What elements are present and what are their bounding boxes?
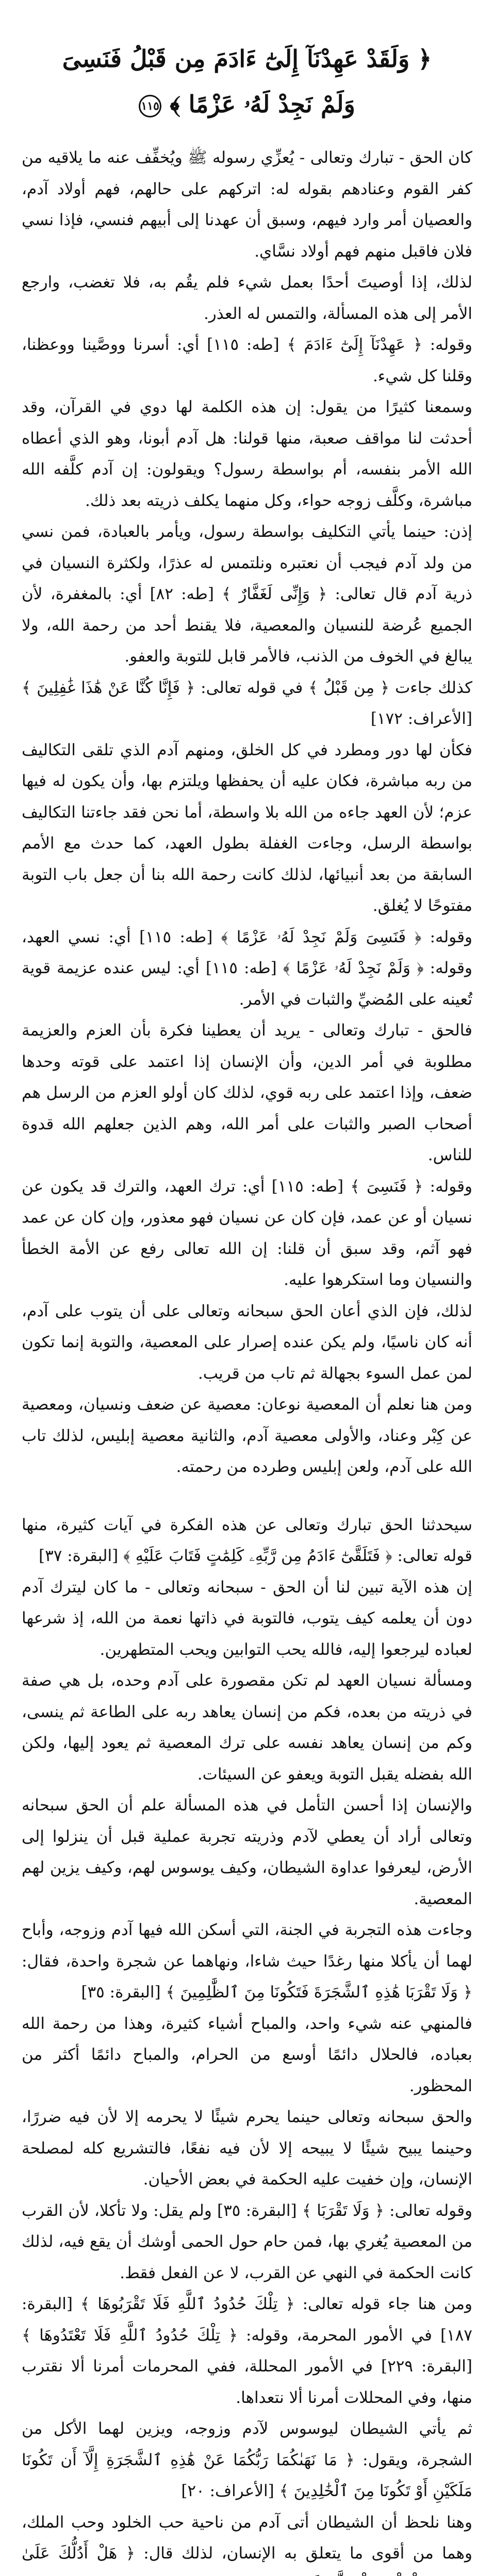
paragraph: إن هذه الآية تبين لنا أن الحق - سبحانه وتعالى - ما كان ليترك آدم دون أن يعلمه كيف يتوب، فالتوبة في ذاتها نعمة من الله، إذ شرعها لعباده ليرجعوا إليه، فالله يحب التوابين ويحب المتطهرين. <box>22 1578 473 1659</box>
paragraph: وهنا نلحظ أن الشيطان أتى آدم من ناحية حب الخلود وحب الملك، وهما من أقوى ما يتعلق به الإنسان، لذلك قال: ﴿ هَلْ أَدُلُّكَ عَلَىٰ <box>22 2513 472 2563</box>
paragraph: فالحق - تبارك وتعالى - يريد أن يعطينا فكرة بأن العزم والعزيمة مطلوبة في أمر الدين، وأن الإنسان إذا اعتمد على قوته وحدها ضعف، وإذا اعتمد على ربه قوي، لذلك كان أولو العزم من الرسل هم أصحاب الصبر والثبات على أمر الله، وهم الذين جعلهم الله قدوة للناس. <box>22 1021 472 1164</box>
paragraph: والحق سبحانه وتعالى حينما يحرم شيئًا لا يحرمه إلا لأن فيه ضررًا، وحينما يبيح شيئًا لا يبيحه إلا لأن فيه نفعًا، فالتشريع كله لمصلحة الإنسان، وإن خفيت عليه الحكمة في بعض الأحيان. <box>22 2108 472 2189</box>
paragraph: وقوله: ﴿ عَهِدْنَآ إِلَىٰٓ ءَادَمَ ﴾ [طه: ١١٥] أي: أسرنا ووصَّينا ووعظنا، وقلنا كل شيء. <box>22 335 473 385</box>
section-gap <box>22 1483 472 1510</box>
paragraph: وجاءت هذه التجربة في الجنة، التي أسكن الله فيها آدم وزوجه، وأباح لهما أن يأكلا منها رغدًا حيث شاءا، ونهاهما عن شجرة واحدة، فقال: ﴿ وَلَا تَقْرَبَا هَٰذِهِ ٱلشَّجَرَةَ فَتَكُونَا مِنَ ٱلظَّٰلِمِينَ ﴾ [البقرة: ٣٥] <box>22 1921 472 2002</box>
paragraph: لذلك، فإن الذي أعان الحق سبحانه وتعالى على أن يتوب على آدم، أنه كان ناسيًا، ولم يكن عنده إصرار على المعصية، والتوبة إنما تكون لمن عمل السوء بجهالة ثم تاب من قريب. <box>22 1301 472 1383</box>
paragraph: وسمعنا كثيرًا من يقول: إن هذه الكلمة لها دوي في القرآن، وقد أحدثت لنا مواقف صعبة، منها قولنا: هل آدم أبونا، وهو الذي أعطاه الله الأمر بنفسه، أم بواسطة رسول؟ ويقولون: إن آدم كلَّفه الله مباشرة، وكلَّف زوجه حواء، وكل منهما يكلف ذريته بعد ذلك. <box>22 398 472 510</box>
paragraph: فالمنهي عنه شيء واحد، والمباح أشياء كثيرة، وهذا من رحمة الله بعباده، فالحلال دائمًا أوسع من الحرام، والمباح دائمًا أكثر من المحظور. <box>22 2014 472 2095</box>
verse-header-line1: ﴿ وَلَقَدْ عَهِدْنَآ إِلَىٰٓ ءَادَمَ مِن قَبْلُ فَنَسِىَ <box>62 45 432 73</box>
paragraph: كان الحق - تبارك وتعالى - يُعزِّي رسوله ﷺ ويُخفِّف عنه ما يلاقيه من كفر القوم وعنادهم بقوله له: اتركهم على حالهم، فهم أولاد آدم، والعصيان أمر وارد فيهم، وسبق أن عهدنا إلى أبيهم فنسي، فإذا نسي فلان فاقبل منهم فهم أولاد نسَّاي. <box>22 148 472 261</box>
verse-header-line2-text: وَلَمْ نَجِدْ لَهُۥ عَزْمًا ﴾ <box>170 90 355 118</box>
verse-header <box>22 36 472 127</box>
paragraph: فكأن لها دور ومطرد في كل الخلق، ومنهم آدم الذي تلقى التكاليف من ربه مباشرة، فكان عليه أن يحفظها ويلتزم بها، وأن يكون له فيها عزم؛ لأن العهد جاءه من الله بلا واسطة، أما نحن فقد جاءتنا التكاليف بواسطة الرسل، وجاءت الغفلة بطول العهد، كما حدث مع الأمم السابقة من بعد أنبيائها، لذلك كانت رحمة الله بنا أن جعل باب التوبة مفتوحًا لا يُغلق. <box>22 740 472 915</box>
paragraph: ومن هنا جاء قوله تعالى: ﴿ تِلْكَ حُدُودُ ٱللَّهِ فَلَا تَقْرَبُوهَا ﴾ [البقرة: ١٨٧] في الأمور المحرمة، وقوله: ﴿ تِلْكَ حُدُودُ ٱللَّهِ فَلَا تَعْتَدُوهَا ﴾ [البقرة: ٢٢٩] في الأمور المحللة، ففي المحرمات أمرنا ألا نقترب منها، وفي المحللات أمرنا ألا نتعداها. <box>22 2295 472 2407</box>
verse-number-mark: ١١٥ <box>139 95 161 117</box>
paragraph: ومن هنا نعلم أن المعصية نوعان: معصية عن ضعف ونسيان، ومعصية عن كِبْر وعناد، والأولى معصية آدم، والثانية معصية إبليس، لذلك تاب الله على آدم، ولعن إبليس وطرده من رحمته. <box>22 1395 472 1476</box>
paragraph: وقوله: ﴿ فَنَسِىَ ﴾ [طه: ١١٥] أي: ترك العهد، والترك قد يكون عن نسيان أو عن عمد، فإن كان عن نسيان فهو معذور، وإن كان عن عمد فهو آثم، وقد سبق أن قلنا: إن الله تعالى رفع عن الأمة الخطأ والنسيان وما استكرهوا عليه. <box>22 1177 472 1289</box>
paragraph: إذن: حينما يأتي التكليف بواسطة رسول، ويأمر بالعبادة، فمن نسي من ولد آدم فيجب أن نعتبره ونلتمس له عذرًا، ولكثرة النسيان في ذرية آدم قال تعالى: ﴿ وَإِنِّى لَغَفَّارٌ ﴾ [طه: ٨٢] أي: بالمغفرة، لأن الجميع عُرضة للنسيان والمعصية، فلا يقنط أحد من رحمة الله، ولا يبالغ في الخوف من الذنب، فالأمر قابل للتوبة والعفو. <box>22 522 472 666</box>
paragraph: سيحدثنا الحق تبارك وتعالى عن هذه الفكرة في آيات كثيرة، منها قوله تعالى: ﴿ فَتَلَقَّىٰٓ ءَادَمُ مِن رَّبِّهِۦ كَلِمَٰتٍ فَتَابَ عَلَيْهِ ﴾ [البقرة: ٣٧] <box>22 1515 472 1565</box>
paragraph: وقوله: ﴿ فَنَسِىَ وَلَمْ نَجِدْ لَهُۥ عَزْمًا ﴾ [طه: ١١٥] أي: نسي العهد، وقوله: ﴿ وَلَمْ نَجِدْ لَهُۥ عَزْمًا ﴾ [طه: ١١٥] أي: ليس عنده عزيمة قوية تُعينه على المُضيِّ والثبات في الأمر. <box>22 927 472 1009</box>
paragraph: لذلك، إذا أوصيتَ أحدًا بعمل شيء فلم يقُم به، فلا تغضب، وارجع الأمر إلى هذه المسألة، والتمس له العذر. <box>22 273 472 323</box>
paragraph: ومسألة نسيان العهد لم تكن مقصورة على آدم وحده، بل هي صفة في ذريته من بعده، فكم من إنسان يعاهد ربه على الطاعة ثم ينسى، وكم من إنسان يعاهد نفسه على ترك المعصية ثم يعود إليها، ولكن الله بفضله يقبل التوبة ويعفو عن السيئات. <box>22 1671 472 1784</box>
paragraph: كذلك جاءت ﴿ مِن قَبْلُ ﴾ في قوله تعالى: ﴿ فَإِنَّا كُنَّا عَنْ هَٰذَا غَٰفِلِينَ ﴾ [الأعراف: ١٧٢] <box>22 678 472 728</box>
paragraph: وقوله تعالى: ﴿ وَلَا تَقْرَبَا ﴾ [البقرة: ٣٥] ولم يقل: ولا تأكلا، لأن القرب من المعصية يُغري بها، فمن حام حول الحمى أوشك أن يقع فيه، لذلك كانت الحكمة في النهي عن القرب، لا عن الفعل فقط. <box>22 2201 472 2282</box>
verse-header-line2 <box>22 81 472 127</box>
paragraph: ثم يأتي الشيطان ليوسوس لآدم وزوجه، ويزين لهما الأكل من الشجرة، ويقول: ﴿ مَا نَهَىٰكُمَا رَبُّكُمَا عَنْ هَٰذِهِ ٱلشَّجَرَةِ إِلَّآ أَن تَكُونَا مَلَكَيْنِ أَوْ تَكُونَا مِنَ ٱلْخَٰلِدِينَ ﴾ [الأعراف: ٢٠] <box>22 2419 472 2500</box>
paragraph: والإنسان إذا أحسن التأمل في هذه المسألة علم أن الحق سبحانه وتعالى أراد أن يعطي لآدم وذريته تجربة عملية قبل أن ينزلوا إلى الأرض، ليعرفوا عداوة الشيطان، وكيف يوسوس لهم، وكيف يزين لهم المعصية. <box>22 1796 472 1908</box>
